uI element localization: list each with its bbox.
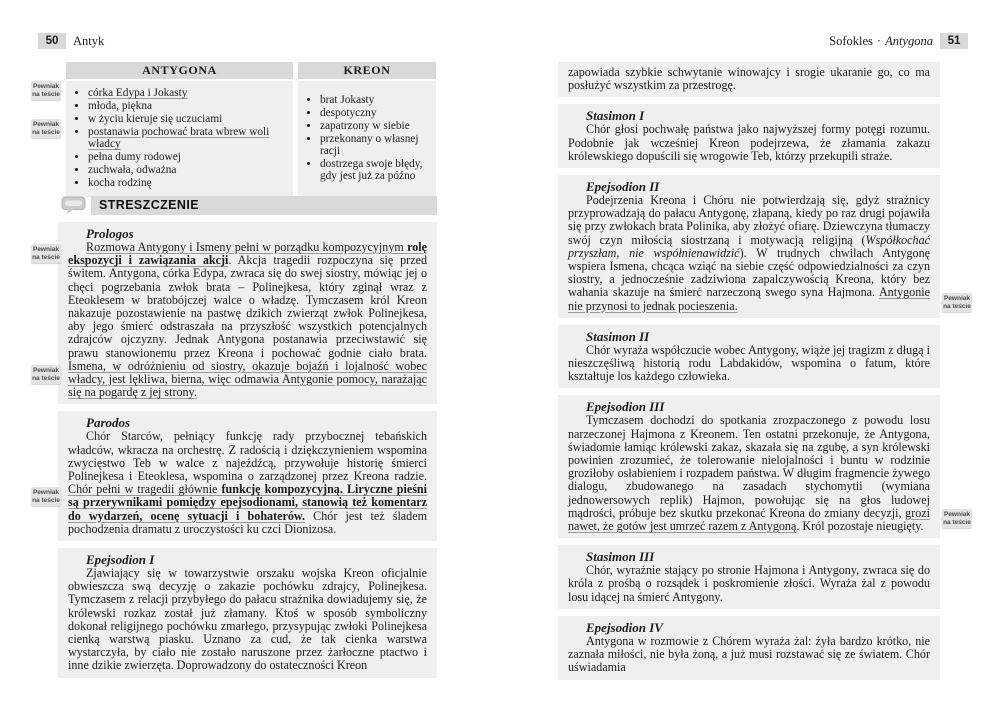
left-page-number: 50 xyxy=(38,33,66,49)
section-title: Epejsodion II xyxy=(586,179,660,195)
pewniak-badge xyxy=(31,81,61,100)
summary-section xyxy=(558,325,940,389)
section-title: Epejsodion III xyxy=(586,399,665,415)
streszczenie-section-header xyxy=(61,196,437,215)
right-summary-sections xyxy=(558,62,940,687)
trait-item: • młoda, piękna xyxy=(88,100,288,112)
summary-section xyxy=(558,175,940,318)
trait-item: • pełna dumy rodowej xyxy=(88,151,288,163)
section-paragraph: Antygona w rozmowie z Chórem wyraża żal: żyła bardzo krótko, nie zaznała miłości, nie była żoną, a już musi rozstawać się ze światem. Chór uświadamia xyxy=(568,633,930,675)
badge-label: Pewniak na teście xyxy=(32,121,60,136)
streszczenie-title: STRESZCZENIE xyxy=(91,196,437,215)
section-paragraph: Rozmowa Antygony i Ismeny pełni w porządku kompozycyjnym rolę ekspozycji i zawiązania akcji. Akcja tragedii rozpoczyna się przed świtem. Antygona, córka Edypa, zwraca się do swej siostry, mówiąc jej o chęci pogrzebania zwłok brata – Polinejkesa, który zginął wraz z Eteoklesem w bratobójczej walce o władzę. Tymczasem król Kreon nakazuje pozostawienie na pastwę dzikich zwierząt zwłok Polinejkesa, aby jego śmierć odstraszała na przyszłość wszystkich potencjalnych zdrajców ojczyzny. Jednak Antygona postanawia przeciwstawić się prawu stanowionemu przez Kreona i pochować godnie ciało brata. Ismena, w odróżnieniu od siostry, okazuje bojaźń i lojalność wobec władcy, jest lękliwa, bierna, więc odmawia Antygonie pomocy, narażając się na pogardę z jej strony. xyxy=(68,240,427,400)
trait-item: • w życiu kieruje się uczuciami xyxy=(88,113,288,125)
badge-label: Pewniak na teście xyxy=(943,295,971,310)
summary-section xyxy=(558,545,940,609)
trait-item: • kocha rodzinę xyxy=(88,177,288,189)
kreon-trait-list xyxy=(298,81,436,197)
trait-item: • brat Jokasty xyxy=(320,94,431,106)
section-title: Epejsodion I xyxy=(86,552,155,568)
section-title: Stasimon I xyxy=(586,108,645,124)
chapter-title: Antyk xyxy=(73,33,105,48)
trait-item: • zapatrzony w siebie xyxy=(320,120,431,132)
trait-item: • despotyczny xyxy=(320,107,431,119)
antygona-column-header: ANTYGONA xyxy=(66,62,293,79)
trait-item: • dostrzega swoje błędy, gdy jest już za późno xyxy=(320,158,431,183)
pewniak-badge xyxy=(31,487,61,506)
running-head-separator: · xyxy=(876,33,882,48)
trait-item: • córka Edypa i Jokasty xyxy=(88,87,288,99)
antygona-column xyxy=(66,62,293,197)
running-head-author: Sofokles xyxy=(829,33,873,48)
kreon-column-header: KREON xyxy=(298,62,436,79)
section-title: Stasimon III xyxy=(586,549,655,565)
trait-item: • postanawia pochować brata wbrew woli władcy xyxy=(88,126,288,151)
trait-item: • przekonany o własnej racji xyxy=(320,133,431,158)
pewniak-badge xyxy=(31,119,61,138)
summary-section xyxy=(558,395,940,538)
section-paragraph: Chór wyraża współczucie wobec Antygony, wiąże jej tragizm z długą i nieszczęśliwą historią rodu Labdakidów, wspomina o fatum, które kształtuje los każdego człowieka. xyxy=(568,342,930,384)
pewniak-badge xyxy=(31,365,61,384)
running-head-work: Antygona xyxy=(885,33,933,48)
summary-section xyxy=(58,411,437,541)
section-paragraph: Zjawiający się w towarzystwie orszaku wojska Kreon oficjalnie obwieszcza swą decyzję o zakazie pochówku zdrajcy, Polinejkesa. Tymczasem z relacji przybyłego do pałacu strażnika dowiadujemy się, że królewski rozkaz został już złamany. Ktoś w sposób symboliczny dokonał religijnego pochówku zmarłego, przysypując zwłoki Polinejkesa cienką warstwą piasku. Uznano za cud, że tak cienka warstwa wystarczyła, by ciało nie zostało naruszone przez żarłoczne ptactwo i inne dzikie zwierzęta. Doprowadzony do ostateczności Kreon xyxy=(68,566,427,673)
section-paragraph: Chór głosi pochwałę państwa jako najwyższej formy potęgi rozumu. Podobnie jak wcześniej Kreon podejrzewa, że złamania zakazu królewskiego dopuścili się wrogowie Teb, którzy przekupili straże. xyxy=(568,122,930,163)
section-paragraph: zapowiada szybkie schwytanie winowajcy i srogie ukaranie go, co ma posłużyć wszystkim za przestrogę. xyxy=(568,65,930,93)
left-summary-sections xyxy=(58,222,437,685)
section-title: Epejsodion IV xyxy=(586,619,663,635)
badge-label: Pewniak na teście xyxy=(32,489,60,504)
summary-section xyxy=(58,222,437,404)
section-title: Parodos xyxy=(86,415,131,431)
badge-label: Pewniak na teście xyxy=(943,511,971,526)
character-comparison-table xyxy=(66,62,436,197)
trait-item: • zuchwała, odważna xyxy=(88,164,288,176)
summary-section xyxy=(558,104,940,168)
summary-section xyxy=(558,62,940,97)
pewniak-badge xyxy=(942,509,972,528)
antygona-trait-list xyxy=(66,81,293,197)
left-page-header xyxy=(38,33,104,49)
section-paragraph: Chór Starców, pełniący funkcję rady przybocznej tebańskich władców, wkracza na orchestrę. Z radością i dziękczynieniem wspomina zwycięstwo Teb w walce z najeźdźcą, przywołuje historię śmierci Polinejkesa i Eteoklesa, wspomina o zarządzonej przez Kreona radzie. Chór pełni w tragedii głównie funkcję kompozycyjną. Liryczne pieśni są przerywnikami pomiędzy epejsodionami, stanowią też komentarz do wydarzeń, ocenę sytuacji i bohaterów. Chór jest też śladem pochodzenia dramatu z uroczystości ku czci Dionizosa. xyxy=(68,429,427,536)
pewniak-badge xyxy=(942,293,972,312)
summary-section xyxy=(58,548,437,678)
summary-section xyxy=(558,616,940,680)
section-paragraph: Chór, wyraźnie stający po stronie Hajmona i Antygony, zwraca się do króla z prośbą o rozsądek i poskromienie złości. Wyraża żal z powodu losu idącej na śmierć Antygony. xyxy=(568,563,930,604)
badge-label: Pewniak na teście xyxy=(32,246,60,261)
speech-bubble-icon xyxy=(61,196,86,215)
right-page-header xyxy=(530,33,968,49)
section-title: Stasimon II xyxy=(586,328,650,344)
kreon-column xyxy=(298,62,436,197)
right-page-number: 51 xyxy=(940,33,968,49)
section-title: Prologos xyxy=(86,226,134,241)
badge-label: Pewniak na teście xyxy=(32,83,60,98)
section-paragraph: Podejrzenia Kreona i Chóru nie potwierdzają się, gdyż strażnicy przyprowadzają do pałacu Antygonę, złapaną, kiedy po raz drugi pojawiła się przy zwłokach brata Polinika, aby złożyć ofiarę. Dziewczyna tłumaczy swój czyn miłością siostrzaną i motywacją religijną (Współkochać przyszłam, nie współnienawidzić). W trudnych chwilach Antygonę wspiera Ismena, chcąca wziąć na siebie część odpowiedzialności za czyn siostry, a jednocześnie zadziwiona zapalczywością Kreona, który bez wahania skazuje na śmierć narzeczoną swego syna Hajmona. Antygonie nie przynosi to jednak pocieszenia. xyxy=(568,193,930,313)
badge-label: Pewniak na teście xyxy=(32,367,60,382)
pewniak-badge xyxy=(31,244,61,263)
section-paragraph: Tymczasem dochodzi do spotkania zrozpaczonego z powodu losu narzeczonej Hajmona z Kreonem. Ten ostatni przekonuje, że Antygona, świadomie łamiąc królewski zakaz, skazała się na zgubę, a syn królewski powinien zrozumieć, że tolerowanie nielojalności i buntu w rodzinie groziłoby osłabieniem i rozpadem państwa. W długim fragmencie żywego dialogu, zbudowanego na zasadach stychomytii (wymiana jednowersowych replik) Hajmon, powołując się na głos ludowej mądrości, próbuje bez skutku przekonać Kreona do zmiany decyzji, grozi nawet, że gotów jest umrzeć razem z Antygoną. Król pozostaje nieugięty. xyxy=(568,413,930,534)
